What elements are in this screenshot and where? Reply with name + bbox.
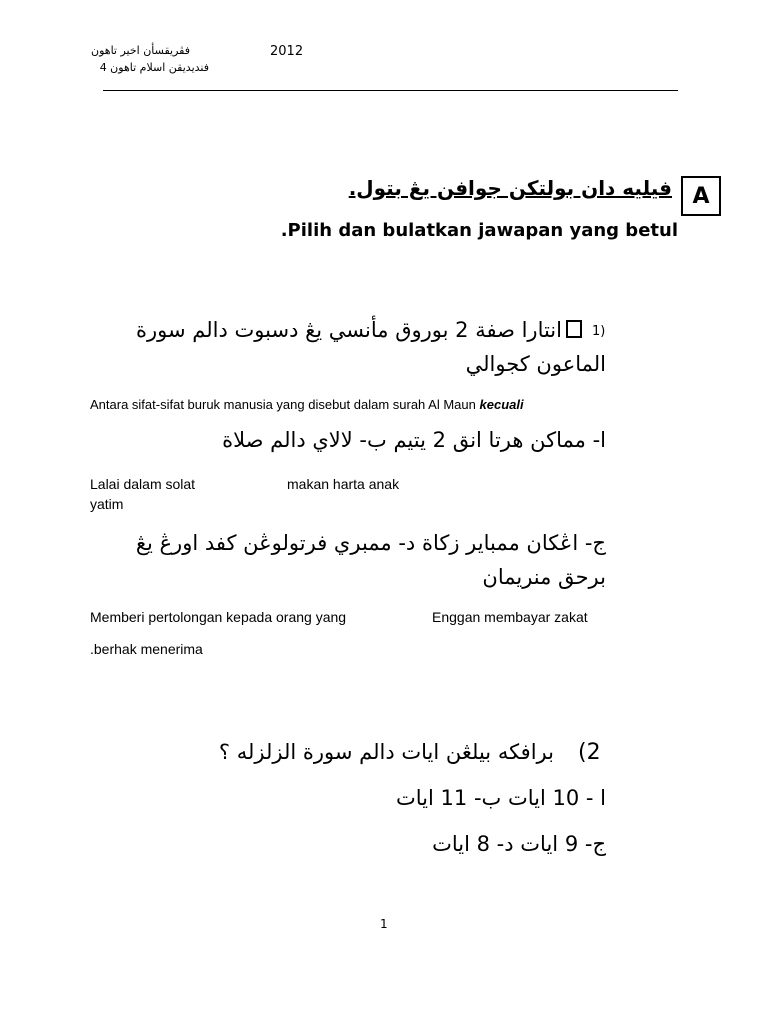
section-title-malay: .Pilih dan bulatkan jawapan yang betul: [280, 220, 678, 241]
q1-question-line-2: الماعون كجوالي: [465, 352, 606, 376]
header-line-2: فنديديقن اسلام تاهون 4: [99, 61, 209, 74]
checkbox-icon: [566, 320, 582, 338]
q1-options-row-2-line-2: برحق منريمان: [482, 565, 606, 589]
q1-question-line-1: انتارا صفة 2 بوروق مأنسي يڠ دسبوت دالم سورة: [136, 318, 562, 342]
q1-option-b-malay: Lalai dalam solat: [90, 476, 196, 492]
header-year: 2012: [270, 44, 304, 59]
q2-number: (2: [578, 740, 601, 765]
q1-option-a-malay-cont: yatim: [90, 496, 124, 512]
section-title-jawi: فيليه دان بولتكن جوافن يڠ بتول.: [348, 176, 672, 200]
q2-options-row-2: ج- 9 ايات د- 8 ايات: [432, 832, 606, 856]
q1-options-row-2-line-1: ج- اڠكان ممباير زكاة د- ممبري فرتولوڠن كفد اورڠ يڠ: [135, 531, 606, 555]
q2-options-row-1: ا - 10 ايات ب- 11 ايات: [396, 786, 606, 810]
header-line-1: فڤريقسأن اخير تاهون: [91, 44, 190, 57]
q1-malay-kecuali: kecuali: [479, 397, 524, 412]
q1-option-d-malay: Memberi pertolongan kepada orang yang: [90, 609, 347, 625]
q1-option-a-malay: makan harta anak: [287, 476, 400, 492]
q1-option-c-malay: Enggan membayar zakat: [432, 609, 588, 625]
q1-option-d-malay-cont: .berhak menerima: [90, 641, 203, 657]
header-divider: [103, 90, 678, 91]
q2-question: برافكه بيلڠن ايات دالم سورة الزلزله ؟: [218, 740, 554, 764]
page-number: 1: [380, 917, 388, 931]
q1-malay-question: [90, 397, 524, 412]
q1-malay-main: Antara sifat-sifat buruk manusia yang disebut dalam surah Al Maun: [90, 397, 476, 412]
q1-number: 1): [592, 324, 606, 339]
q1-options-row-1: ا- مماكن هرتا انق 2 يتيم ب- لالاي دالم صلاة: [222, 428, 606, 452]
section-label-box: A: [681, 176, 721, 216]
